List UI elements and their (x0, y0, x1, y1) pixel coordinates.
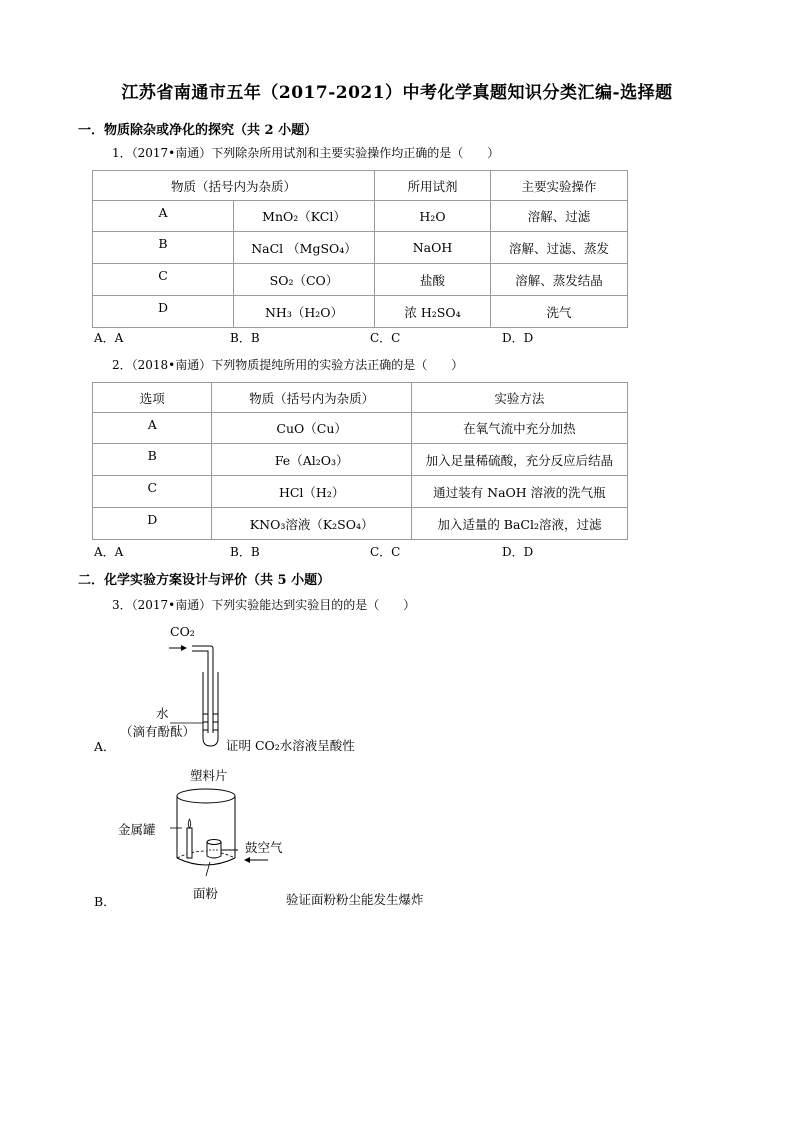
indicator-label: （滴有酚酞） (120, 724, 196, 739)
page-title: 江苏省南通市五年（2017-2021）中考化学真题知识分类汇编-选择题 (121, 83, 673, 103)
table-header-row (93, 171, 628, 201)
option-a: A．A (94, 331, 124, 345)
test-tube (203, 672, 218, 746)
table-row (93, 413, 628, 444)
row-label: C (93, 476, 212, 508)
row-label: D (93, 296, 234, 328)
row-label: C (93, 264, 234, 296)
water-label: 水 (156, 706, 169, 721)
header-operation: 主要实验操作 (491, 171, 628, 201)
header-option: 选项 (93, 383, 212, 413)
candle (187, 828, 192, 858)
row-label: A (93, 201, 234, 232)
option-d: D．D (502, 331, 534, 345)
option-b-letter: B． (94, 894, 116, 909)
row-operation: 溶解、过滤、蒸发 (491, 232, 628, 264)
section-2-heading: 二．化学实验方案设计与评价（共 5 小题） (78, 573, 331, 588)
row-substance: KNO₃溶液（K₂SO₄） (212, 508, 411, 540)
row-method: 加入适量的 BaCl₂溶液，过滤 (411, 508, 627, 540)
row-substance: NH₃（H₂O） (234, 296, 375, 328)
row-operation: 溶解、过滤 (491, 201, 628, 232)
row-label: B (93, 232, 234, 264)
row-label: B (93, 444, 212, 476)
question-1-options (94, 329, 634, 345)
row-substance: HCl（H₂） (212, 476, 411, 508)
option-d: D．D (502, 545, 534, 559)
table-row (93, 264, 628, 296)
row-method: 通过装有 NaOH 溶液的洗气瓶 (411, 476, 627, 508)
lid-label: 塑料片 (190, 768, 228, 783)
row-reagent: 盐酸 (375, 264, 491, 296)
table-header-row (93, 383, 628, 413)
row-substance: NaCl （MgSO₄） (234, 232, 375, 264)
can-bottom (177, 858, 235, 865)
table-row (93, 232, 628, 264)
row-reagent: 浓 H₂SO₄ (375, 296, 491, 328)
question-2-table (92, 382, 628, 540)
row-reagent: NaOH (375, 232, 491, 264)
header-substance: 物质（括号内为杂质） (93, 171, 375, 201)
option-c: C．C (370, 331, 401, 345)
row-method: 在氧气流中充分加热 (411, 413, 627, 444)
co2-label: CO₂ (170, 624, 195, 639)
option-b: B．B (230, 545, 260, 559)
header-reagent: 所用试剂 (375, 171, 491, 201)
table-row (93, 201, 628, 232)
row-method: 加入足量稀硫酸，充分反应后结晶 (411, 444, 627, 476)
option-a: A．A (94, 545, 124, 559)
row-label: A (93, 413, 212, 444)
can-bottom-back (177, 851, 235, 858)
question-1-table (92, 170, 628, 328)
row-operation: 洗气 (491, 296, 628, 328)
air-arrow-head (244, 857, 250, 863)
can-label: 金属罐 (118, 822, 156, 837)
row-reagent: H₂O (375, 201, 491, 232)
air-label: 鼓空气 (245, 840, 283, 855)
inlet-arrow-head (181, 645, 187, 651)
table-row (93, 476, 628, 508)
plastic-lid (177, 789, 235, 803)
row-substance: CuO（Cu） (212, 413, 411, 444)
row-operation: 溶解、蒸发结晶 (491, 264, 628, 296)
option-b-caption: 验证面粉粉尘能发生爆炸 (286, 892, 424, 907)
glass-tube-inner (192, 651, 208, 733)
row-label: D (93, 508, 212, 540)
table-row (93, 296, 628, 328)
table-row (93, 508, 628, 540)
header-substance: 物质（括号内为杂质） (212, 383, 411, 413)
row-substance: Fe（Al₂O₃） (212, 444, 411, 476)
question-1-stem: 1．（2017•南通）下列除杂所用试剂和主要实验操作均正确的是（ ） (112, 146, 500, 160)
flour-label: 面粉 (193, 886, 219, 901)
question-2-stem: 2．（2018•南通）下列物质提纯所用的实验方法正确的是（ ） (112, 358, 464, 372)
question-2-options (94, 543, 634, 559)
question-3-stem: 3．（2017•南通）下列实验能达到实验目的的是（ ） (112, 598, 416, 612)
section-1-heading: 一．物质除杂或净化的探究（共 2 小题） (78, 123, 318, 138)
candle-flame (188, 819, 191, 828)
row-substance: MnO₂（KCl） (234, 201, 375, 232)
option-b: B．B (230, 331, 260, 345)
option-c: C．C (370, 545, 401, 559)
row-substance: SO₂（CO） (234, 264, 375, 296)
table-row (93, 444, 628, 476)
header-method: 实验方法 (411, 383, 627, 413)
flour-leader-line (206, 862, 210, 876)
option-a-letter: A． (94, 739, 116, 754)
flour-cup-rim (207, 840, 221, 845)
dust-explosion-diagram (170, 780, 270, 890)
option-a-caption: 证明 CO₂水溶液呈酸性 (226, 738, 355, 753)
